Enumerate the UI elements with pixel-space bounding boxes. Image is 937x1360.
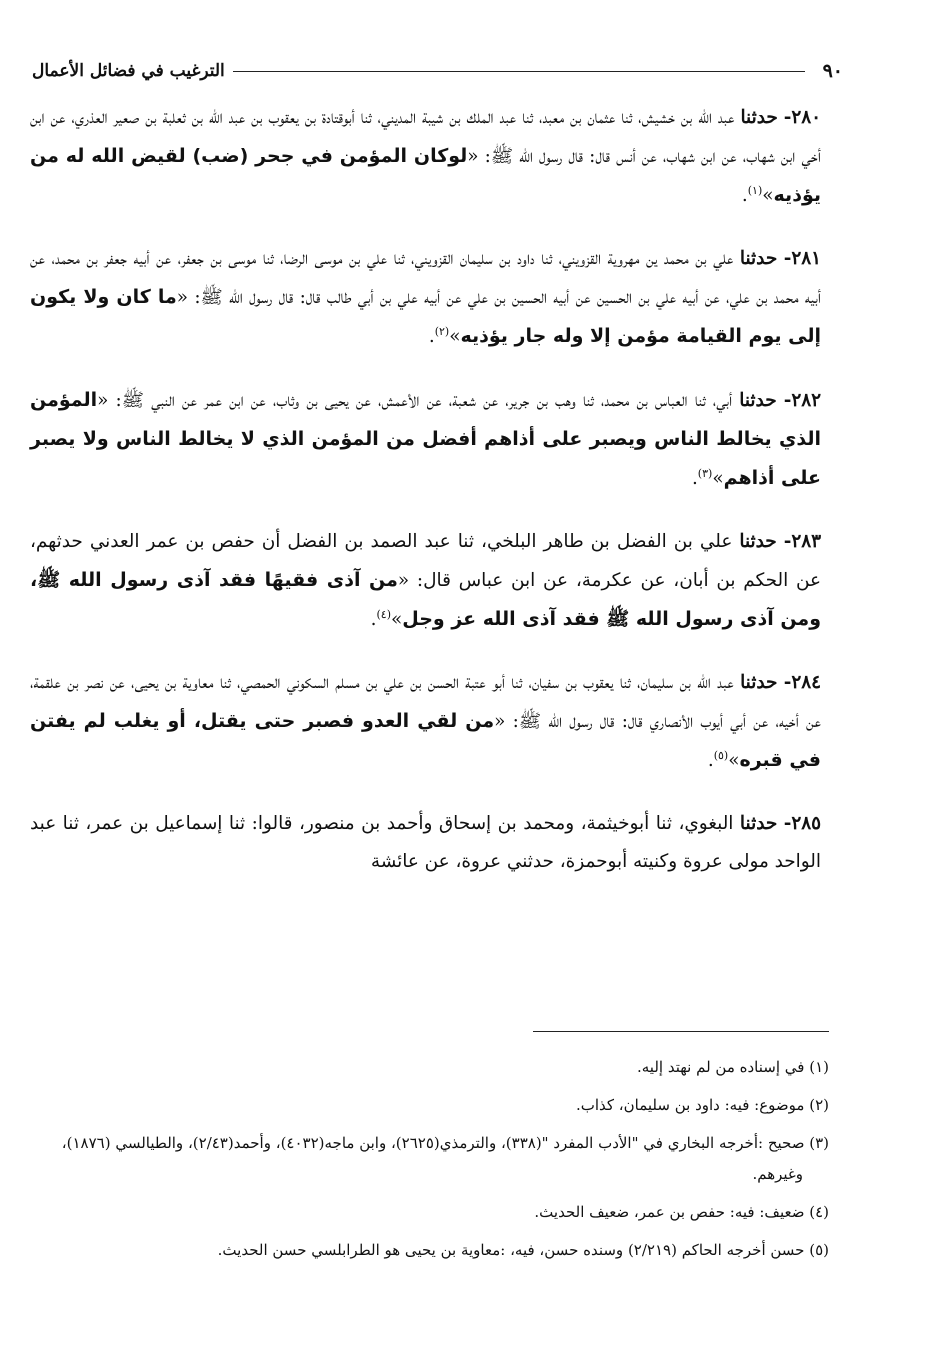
page-header [32,54,843,88]
hadith-283 [30,523,821,639]
hadith-chain: علي بن الفضل بن طاهر البلخي، ثنا عبد الصمد بن الفضل أن حفص بن عمر العدني حدثهم، عن الحكم بن أبان، عن عكرمة، عن ابن عباس قال: « [30,531,821,591]
footnote-reference: (٥) [713,748,729,762]
hadith-opener: حدثنا [739,531,777,552]
footnote-reference: (٤) [376,607,391,621]
hadith-end: . [741,185,748,206]
footnote-reference: (٢) [434,324,450,338]
hadith-end: . [370,609,377,630]
footnote-1: (١) في إسناده من لم نهتد إليه. [637,1058,829,1076]
hadith-end: . [707,750,714,771]
hadith-285 [30,805,821,881]
hadith-text: ما كان ولا يكون إلى يوم القيامة مؤمن إلا وله جار يؤذيه [30,286,821,347]
hadith-opener: حدثنا [739,813,778,834]
footnote-2: (٢) موضوع: فيه: داود بن سليمان، كذاب. [575,1096,829,1114]
hadith-opener: حدثنا [740,672,778,693]
hadith-closing: » [391,609,403,630]
book-title: الترغيب في فضائل الأعمال [32,61,225,81]
footnote-reference: (٣) [697,466,713,480]
hadith-opener: حدثنا [739,248,778,269]
hadith-280 [30,99,821,215]
footnotes [32,1052,829,1273]
hadith-281 [30,240,821,356]
header-rule [233,71,805,72]
hadith-chain: عبد الله بن خشيش، ثنا عثمان بن معبد، ثنا عبد الملك بن شيبة المديني، ثنا أبوقتادة بن يعقوب بن عبد الله بن ثعلبة بن صعير العذري، عن ابن أخي ابن شهاب، عن ابن شهاب، عن أنس قال: قال رسول الله ﷺ: « [30,107,821,167]
hadith-number: ٢٨١- [783,248,821,269]
hadith-chain: أبي، ثنا العباس بن محمد، ثنا وهب بن جرير، عن شعبة، عن الأعمش، عن يحيى بن وثاب، عن ابن عمر عن النبي ﷺ: « [97,390,733,411]
hadith-number: ٢٨٢- [783,390,821,411]
hadith-text: المؤمن الذي يخالط الناس ويصبر على أذاهم أفضل من المؤمن الذي لا يخالط الناس ولا يصبر على أذاهم [30,389,821,489]
hadith-closing: » [728,750,740,771]
footnote-5: (٥) حسن أخرجه الحاكم (٢/٢١٩) وسنده حسن، فيه، :معاوية بن يحيى هو الطرابلسي حسن الحديث. [217,1241,829,1259]
hadith-text: لوكان المؤمن في جحر (ضب) لقيض الله له من يؤذيه [30,145,821,206]
hadith-number: ٢٨٠- [783,107,821,128]
hadith-closing: » [449,326,461,347]
hadith-closing: » [762,185,774,206]
hadith-opener: حدثنا [739,390,777,411]
hadith-number: ٢٨٣- [783,531,821,552]
hadith-282 [30,381,821,498]
hadith-text: من لقي العدو فصبر حتى يقتل، أو يغلب لم يفتن في قبره [30,710,821,771]
hadith-number: ٢٨٥- [783,813,821,834]
hadith-chain: علي بن محمد ين مهروية القزويني، ثنا داود بن سليمان القزويني، ثنا علي بن موسى الرضا، ثنا موسى بن جعفر، عن أبيه جعفر بن محمد، عن أبيه محمد بن علي، عن أبيه علي بن الحسين عن أبيه الحسين بن علي عن أبيه علي بن أبي طالب قال: قال رسول الله ﷺ: « [30,248,821,308]
page-number: ٩٠ [822,60,843,82]
hadith-chain: البغوي، ثنا أبوخيثمة، ومحمد بن إسحاق وأحمد بن منصور، قالوا: ثنا إسماعيل بن عمر، ثنا عبد الواحد مولى عروة وكنيته أبوحمزة، حدثني عروة، عن عائشة [30,813,821,872]
hadith-chain: عبد الله بن سليمان، ثنا يعقوب بن سفيان، ثنا أبو عتبة الحسن بن علي بن مسلم السكوني الحمصي، ثنا معاوية بن يحيى، عن نصر بن علقمة، عن أخيه، عن أبي أيوب الأنصاري قال: قال رسول الله ﷺ: « [30,672,821,732]
hadith-end: . [428,326,435,347]
hadith-opener: حدثنا [740,107,778,128]
hadith-number: ٢٨٤- [783,672,821,693]
footnote-4: (٤) ضعيف: فيه: حفص بن عمر، ضعيف الحديث. [534,1203,829,1221]
hadith-text: من آذى فقيهًا فقد آذى رسول الله ﷺ، ومن آذى رسول الله ﷺ فقد آذى الله عز وجل [30,569,821,630]
footnote-divider [533,1031,829,1032]
footnote-reference: (١) [747,183,763,197]
footnote-3: (٣) صحيح :أخرجه البخاري في "الأدب المفرد "(٣٣٨)، والترمذي(٢٦٢٥)، وابن ماجه(٤٠٣٢)، وأحمد(٢/٤٣)، والطيالسي (١٨٧٦)، وغيرهم. [61,1134,829,1183]
hadith-list [30,99,821,906]
hadith-closing: » [712,468,724,489]
hadith-end: . [691,468,698,489]
hadith-284 [30,664,821,780]
